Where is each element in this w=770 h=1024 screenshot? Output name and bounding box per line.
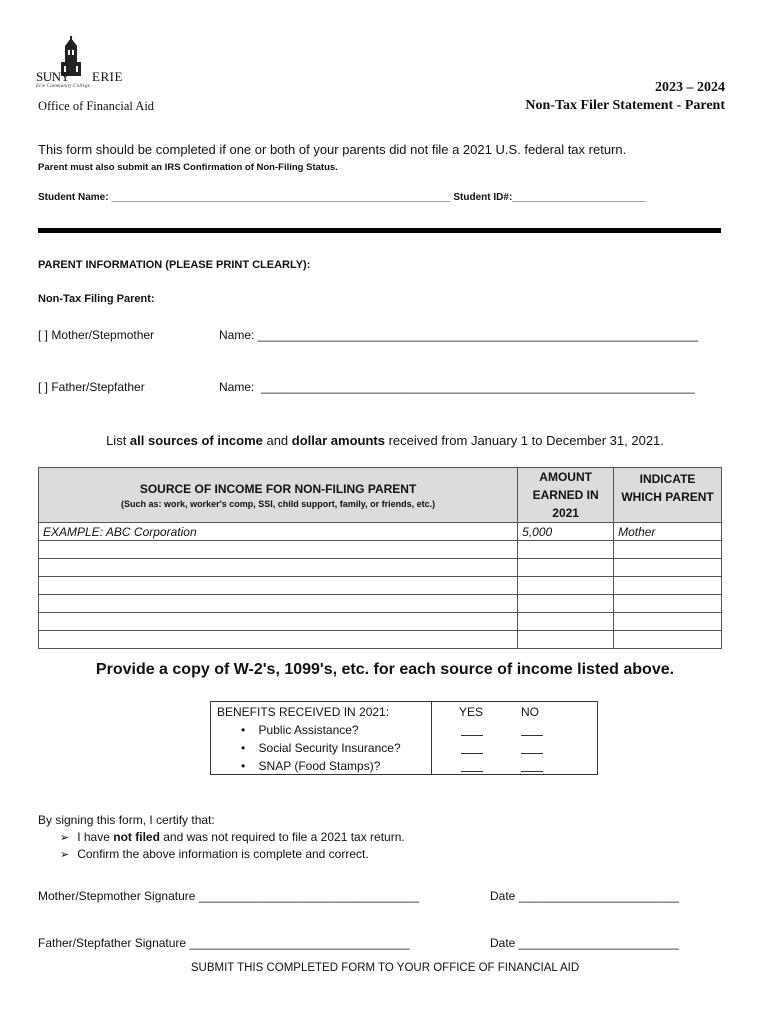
father-checkbox[interactable]: [ ] Father/Stepfather (38, 380, 145, 394)
student-id-field[interactable]: ________________________ (512, 192, 646, 203)
logo-tagline: Erie Community College (36, 84, 91, 89)
submit-instruction: SUBMIT THIS COMPLETED FORM TO YOUR OFFICE OF FINANCIAL AID (190, 962, 580, 974)
instr-part: and (262, 433, 292, 448)
cert-text: I have (77, 830, 114, 844)
parent-cell[interactable] (614, 613, 722, 631)
benefit-item (241, 723, 359, 737)
source-cell[interactable] (39, 541, 518, 559)
example-source: EXAMPLE: ABC Corporation (39, 523, 518, 541)
office-name: Office of Financial Aid (38, 99, 155, 113)
table-row[interactable] (39, 577, 722, 595)
table-row[interactable] (39, 613, 722, 631)
col-source-title: SOURCE OF INCOME FOR NON-FILING PARENT (139, 481, 417, 496)
amount-cell[interactable] (518, 595, 614, 613)
logo-wordmark-right: ERIE (92, 69, 123, 84)
cert-bold: not filed (113, 830, 160, 844)
student-name-field[interactable]: _____________________________________________________________ (111, 192, 451, 203)
instr-part: received from January 1 to December 31, 2021. (384, 433, 664, 448)
amount-cell[interactable] (518, 613, 614, 631)
yes-blank[interactable] (461, 753, 483, 754)
table-row (39, 523, 722, 541)
no-blank[interactable] (521, 735, 543, 736)
student-name-label: Student Name: (38, 192, 109, 203)
table-row[interactable] (39, 541, 722, 559)
logo-wordmark-left: SUNY (36, 69, 70, 84)
father-date-field[interactable]: Date ________________________ (490, 936, 679, 950)
col-source-header (39, 468, 518, 523)
arrow-bullet-icon: ➢ (60, 849, 70, 861)
cert-text: Confirm the above information is complete and correct. (77, 847, 369, 861)
benefits-box (210, 701, 598, 775)
income-table (38, 467, 722, 649)
benefit-item (241, 741, 401, 755)
table-row[interactable] (39, 631, 722, 649)
source-cell[interactable] (39, 595, 518, 613)
instr-bold-amounts: dollar amounts (291, 433, 385, 448)
provide-copy-notice: Provide a copy of W-2's, 1099's, etc. for each source of income listed above. (95, 661, 675, 678)
mother-name-field[interactable]: Name: __________________________________________________________________ (219, 328, 699, 342)
table-row[interactable] (39, 559, 722, 577)
bullet-icon: • (241, 741, 246, 755)
student-id-label: Student ID#: (453, 192, 513, 203)
cert-text: and was not required to file a 2021 tax return. (159, 830, 405, 844)
certify-item (60, 847, 369, 861)
no-blank[interactable] (521, 771, 543, 772)
col-amount-header: AMOUNT EARNED IN 2021 (518, 468, 614, 523)
parent-cell[interactable] (614, 559, 722, 577)
form-title: Non-Tax Filer Statement - Parent (525, 98, 725, 113)
certify-item (60, 830, 405, 844)
col-source-subtitle: (Such as: work, worker's comp, SSI, child support, family, or friends, etc.) (121, 498, 436, 509)
amount-cell[interactable] (518, 541, 614, 559)
father-signature-field[interactable]: Father/Stepfather Signature _________________________________ (38, 936, 410, 950)
source-cell[interactable] (39, 631, 518, 649)
mother-signature-field[interactable]: Mother/Stepmother Signature _________________________________ (38, 889, 419, 903)
parent-cell[interactable] (614, 577, 722, 595)
mother-checkbox[interactable]: [ ] Mother/Stepmother (38, 328, 155, 342)
source-cell[interactable] (39, 577, 518, 595)
amount-cell[interactable] (518, 559, 614, 577)
no-header: NO (521, 705, 539, 719)
parent-cell[interactable] (614, 595, 722, 613)
intro-text: This form should be completed if one or both of your parents did not file a 2021 U.S. federal tax return. (38, 142, 627, 157)
student-row (38, 192, 646, 203)
table-row[interactable] (39, 595, 722, 613)
section-divider (38, 228, 721, 233)
parent-info-heading: PARENT INFORMATION (PLEASE PRINT CLEARLY): (38, 259, 311, 271)
income-table-header (39, 468, 722, 523)
income-instruction (0, 433, 770, 448)
yes-blank[interactable] (461, 771, 483, 772)
source-cell[interactable] (39, 559, 518, 577)
certify-intro: By signing this form, I certify that: (38, 813, 215, 827)
benefits-title: BENEFITS RECEIVED IN 2021: (217, 705, 390, 719)
parent-cell[interactable] (614, 631, 722, 649)
instr-part: List (106, 433, 130, 448)
amount-cell[interactable] (518, 577, 614, 595)
benefit-item (241, 759, 380, 773)
no-blank[interactable] (521, 753, 543, 754)
intro-subtext: Parent must also submit an IRS Confirmation of Non-Filing Status. (38, 162, 338, 173)
yes-blank[interactable] (461, 735, 483, 736)
amount-cell[interactable] (518, 631, 614, 649)
example-parent: Mother (614, 523, 722, 541)
bullet-icon: • (241, 723, 246, 737)
instr-bold-income: all sources of income (129, 433, 263, 448)
col-parent-header: INDICATE WHICH PARENT (614, 468, 722, 523)
mother-date-field[interactable]: Date ________________________ (490, 889, 679, 903)
source-cell[interactable] (39, 613, 518, 631)
example-amount: 5,000 (518, 523, 614, 541)
bullet-icon: • (241, 759, 246, 773)
form-year: 2023 – 2024 (655, 80, 725, 95)
benefit-label: Social Security Insurance? (258, 741, 401, 755)
arrow-bullet-icon: ➢ (60, 832, 70, 844)
benefit-label: SNAP (Food Stamps)? (258, 759, 381, 773)
yes-header: YES (459, 705, 484, 719)
non-tax-parent-label: Non-Tax Filing Parent: (38, 293, 155, 305)
benefit-label: Public Assistance? (258, 723, 359, 737)
benefits-divider (431, 702, 432, 774)
father-name-field[interactable]: Name: _________________________________________________________________ (219, 380, 695, 394)
parent-cell[interactable] (614, 541, 722, 559)
